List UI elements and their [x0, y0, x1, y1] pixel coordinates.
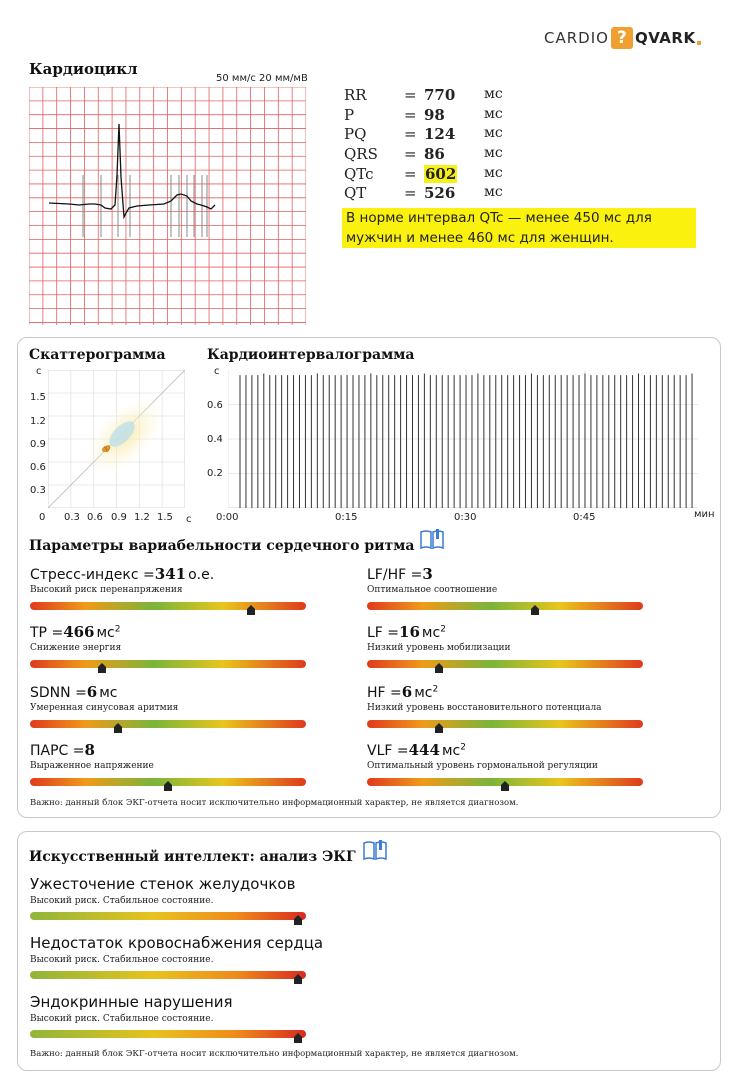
hrv-param-label: TP = — [30, 625, 64, 641]
cig-title: Кардиоинтервалограмма — [207, 347, 415, 363]
hrv-param-sup: 2 — [440, 624, 446, 635]
hrv-param-desc: Выраженное напряжение — [30, 761, 154, 771]
marker-body — [114, 727, 122, 733]
scatter-x-tick: 0 — [39, 512, 46, 523]
interval-unit: мс — [484, 145, 503, 162]
hrv-param-sdnn-title — [30, 683, 118, 701]
hrv-param-label: HF = — [367, 685, 402, 701]
hrv-param-desc: Снижение энергия — [30, 643, 122, 653]
hrv-param-value: 6 — [401, 683, 413, 701]
marker-body — [435, 667, 443, 673]
hrv-title: Параметры вариабельности сердечного ритма — [29, 538, 415, 554]
hrv-param-unit: о.е. — [188, 567, 215, 583]
interval-value: 770 — [424, 86, 456, 104]
scatter-x-tick: 1.2 — [134, 512, 150, 523]
interval-name: PQ — [344, 125, 367, 144]
interval-equals: = — [404, 125, 417, 144]
interval-name: QT — [344, 184, 367, 203]
hrv-param-unit: мс — [96, 625, 115, 641]
scatter-x-tick: 1.5 — [157, 512, 173, 523]
ai-item-title: Ужесточение стенок желудочков — [30, 875, 296, 893]
qtc-norm-note: В норме интервал QTc — менее 450 мс для мужчин и менее 460 мс для женщин. — [342, 208, 696, 248]
cig-x-tick: 0:45 — [573, 512, 596, 523]
hrv-param-desc: Высокий риск перенапряжения — [30, 585, 183, 595]
hrv-param-label: SDNN = — [30, 685, 87, 701]
cardiocycle-title: Кардиоцикл — [29, 60, 138, 78]
scatter-x-tick: 0.3 — [64, 512, 80, 523]
hrv-param-value: 8 — [84, 741, 95, 759]
ai-item-scale — [30, 912, 306, 920]
interval-name: QTc — [344, 164, 374, 183]
marker-body — [435, 727, 443, 733]
cardiointervalogram — [228, 370, 698, 508]
scatter-y-unit: с — [36, 366, 42, 377]
hrv-param-sup: 2 — [460, 742, 466, 753]
ai-item-desc: Высокий риск. Стабильное состояние. — [30, 896, 214, 906]
logo-text-left: CARDIO — [544, 29, 609, 47]
marker-body — [294, 978, 302, 984]
ai-disclaimer: Важно: данный блок ЭКГ-отчета носит исключительно информационный характер, не является диагнозом. — [30, 1049, 519, 1059]
ecg-cardiocycle-grid — [29, 87, 306, 325]
hrv-param-value: 444 — [408, 741, 440, 759]
hrv-param-lf-title — [367, 623, 446, 641]
hrv-param-value: 3 — [422, 565, 433, 583]
hrv-param-label: LF = — [367, 625, 400, 641]
interval-name: RR — [344, 86, 367, 104]
logo-text-right: QVARK — [634, 29, 696, 47]
cig-y-tick: 0.6 — [207, 400, 223, 411]
hrv-param-scale — [367, 720, 643, 728]
scatter-y-tick: 1.2 — [30, 416, 46, 427]
cig-x-unit: мин — [694, 509, 715, 520]
hrv-param-unit: мс — [414, 685, 433, 701]
hrv-param-label: LF/HF = — [367, 567, 423, 583]
interval-value: 602 — [425, 164, 457, 183]
interval-equals: = — [404, 164, 417, 183]
scatter-y-tick: 0.9 — [30, 439, 46, 450]
scatter-y-tick: 1.5 — [30, 392, 46, 403]
hrv-param-label: Стресс-индекс = — [30, 567, 155, 583]
hrv-param-stress-title — [30, 565, 214, 583]
interval-equals: = — [404, 145, 417, 164]
hrv-param-scale — [30, 660, 306, 668]
marker-body — [294, 919, 302, 925]
hrv-param-scale — [30, 720, 306, 728]
marker-body — [294, 1037, 302, 1043]
ai-title: Искусственный интеллект: анализ ЭКГ — [29, 849, 356, 865]
hrv-param-desc: Низкий уровень мобилизации — [367, 643, 511, 653]
hrv-param-scale — [367, 602, 643, 610]
ai-item-scale — [30, 1030, 306, 1038]
interval-unit: мс — [484, 164, 503, 181]
interval-value: 124 — [424, 125, 456, 144]
cig-y-unit: с — [214, 366, 220, 377]
scatter-y-tick: 0.6 — [30, 462, 46, 473]
marker-body — [247, 609, 255, 615]
interval-unit: мс — [484, 105, 503, 122]
hrv-param-value: 16 — [399, 623, 420, 641]
interval-value: 98 — [424, 105, 445, 124]
ai-item-desc: Высокий риск. Стабильное состояние. — [30, 955, 214, 965]
interval-equals: = — [404, 105, 417, 124]
interval-equals: = — [404, 184, 417, 203]
hrv-param-desc: Умеренная синусовая аритмия — [30, 703, 179, 713]
hrv-param-vlf-title — [367, 741, 466, 759]
hrv-param-value: 466 — [63, 623, 95, 641]
ai-book-info-icon[interactable] — [361, 838, 389, 862]
scatter-x-tick: 0.9 — [111, 512, 127, 523]
interval-value: 86 — [424, 145, 445, 164]
hrv-param-desc: Оптимальный уровень гормональной регуляции — [367, 761, 598, 771]
logo-dot — [697, 41, 701, 45]
scatter-title: Скаттерограмма — [29, 347, 166, 363]
brand-logo — [544, 26, 701, 50]
cig-x-tick: 0:30 — [454, 512, 477, 523]
marker-body — [501, 785, 509, 791]
scatter-x-tick: 0.6 — [87, 512, 103, 523]
interval-name: P — [344, 105, 355, 124]
scatter-point — [106, 445, 110, 449]
interval-unit: мс — [484, 184, 503, 201]
hrv-disclaimer: Важно: данный блок ЭКГ-отчета носит исключительно информационный характер, не является диагнозом. — [30, 798, 519, 808]
hrv-param-value: 6 — [86, 683, 98, 701]
hrv-param-unit: мс — [99, 685, 118, 701]
ai-item-desc: Высокий риск. Стабильное состояние. — [30, 1014, 214, 1024]
cig-x-tick: 0:00 — [216, 512, 239, 523]
hrv-param-value: 341 — [154, 565, 187, 583]
hrv-param-sup: 2 — [114, 624, 121, 635]
cig-y-tick: 0.2 — [207, 468, 223, 479]
interval-value: 526 — [424, 184, 456, 203]
ai-item-title: Эндокринные нарушения — [30, 993, 233, 1011]
hrv-param-scale — [367, 660, 643, 668]
marker-body — [164, 785, 172, 791]
interval-unit: мс — [484, 125, 503, 142]
ecg-scale: 50 мм/с 20 мм/мВ — [216, 73, 308, 84]
scatter-x-unit: с — [186, 514, 192, 525]
book-info-icon[interactable] — [418, 527, 446, 551]
interval-unit: мс — [484, 86, 503, 102]
hrv-param-lfhf-title — [367, 565, 433, 583]
hrv-param-label: VLF = — [367, 743, 409, 759]
hrv-param-tp-title — [30, 623, 121, 641]
scatter-y-tick: 0.3 — [30, 485, 46, 496]
hrv-param-scale — [30, 602, 306, 610]
ai-item-scale — [30, 971, 306, 979]
scatter-plot — [48, 370, 185, 508]
interval-equals: = — [404, 86, 417, 104]
hrv-param-unit: мс — [421, 625, 441, 641]
scatter-point — [102, 448, 106, 452]
cig-y-tick: 0.4 — [207, 434, 223, 445]
cig-x-tick: 0:15 — [335, 512, 358, 523]
ai-item-title: Недостаток кровоснабжения сердца — [30, 934, 324, 952]
interval-name: QRS — [344, 145, 378, 164]
hrv-param-desc: Низкий уровень восстановительного потенциала — [367, 703, 602, 713]
marker-body — [98, 667, 106, 673]
hrv-param-unit: мс — [441, 743, 461, 759]
hrv-param-label: ПАРС = — [30, 743, 85, 759]
marker-body — [531, 609, 539, 615]
hrv-param-sup: 2 — [432, 684, 439, 695]
logo-mark-icon: ? — [611, 27, 633, 49]
hrv-param-hf-title — [367, 683, 438, 701]
hrv-param-desc: Оптимальное соотношение — [367, 585, 498, 595]
hrv-param-pars-title — [30, 741, 95, 759]
